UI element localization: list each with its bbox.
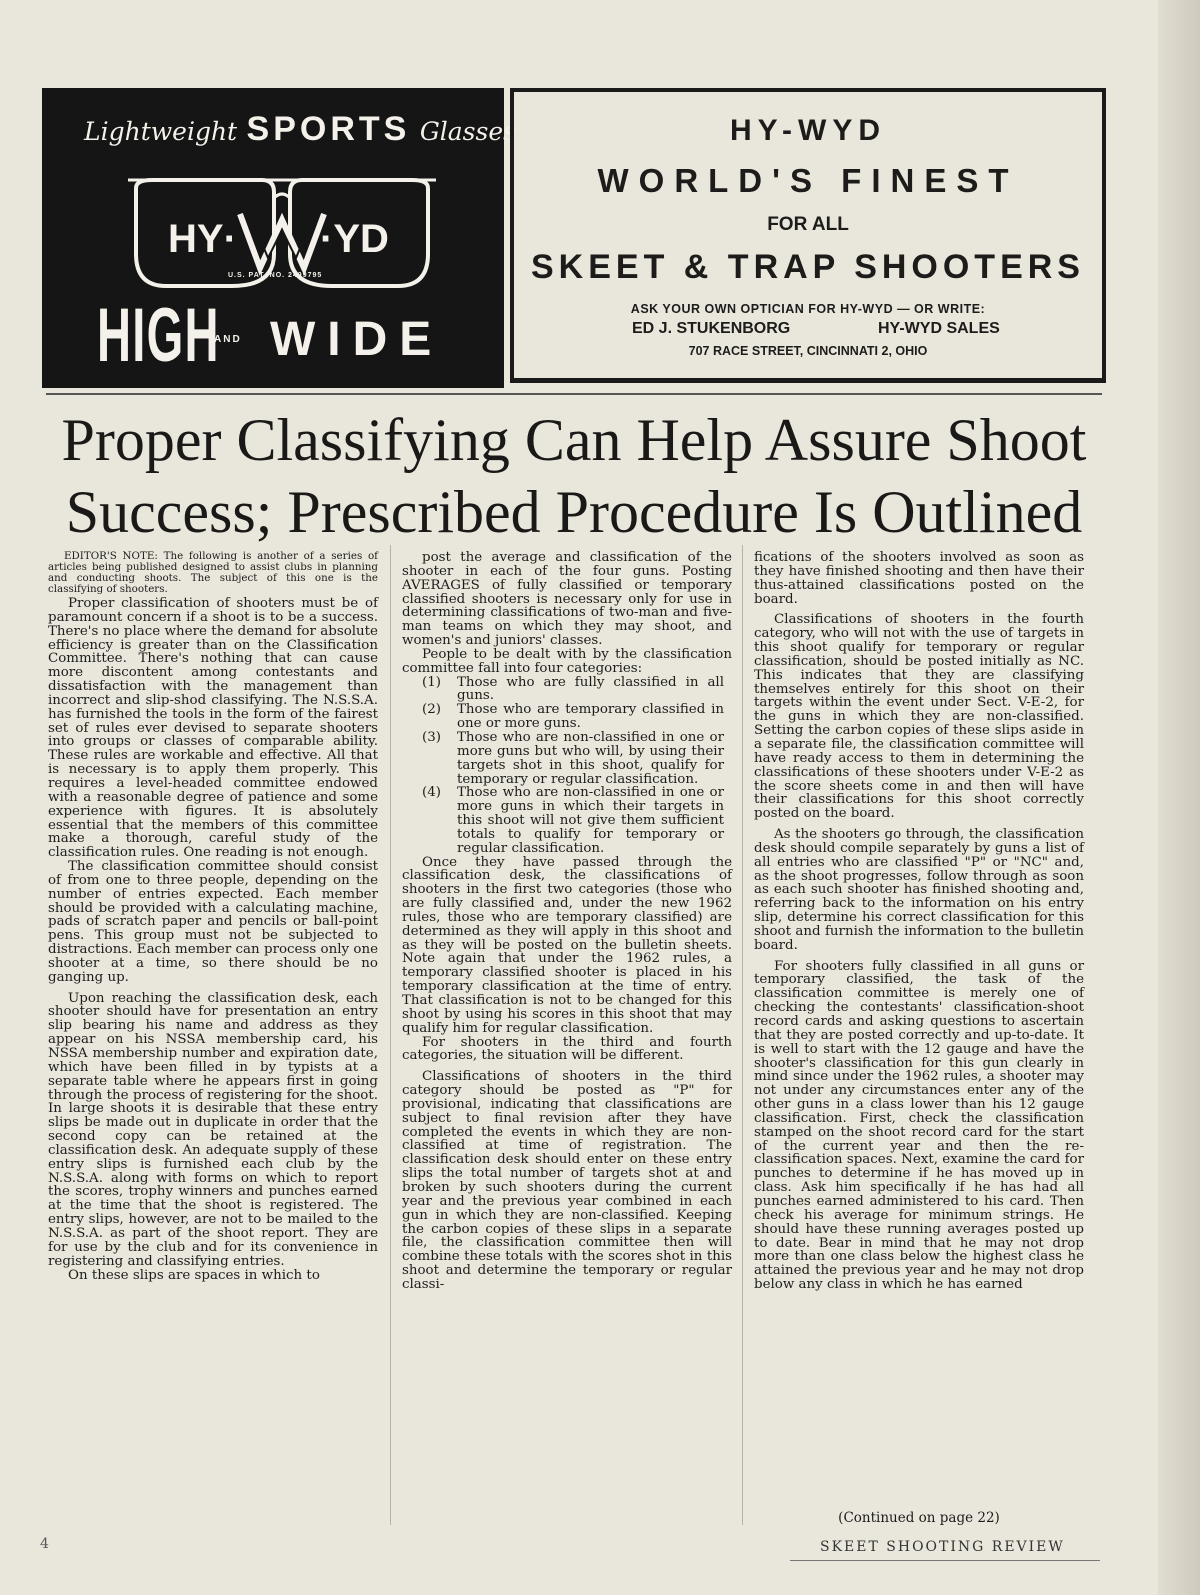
page-edge <box>1158 0 1200 1595</box>
list-number: (2) <box>422 702 441 718</box>
paragraph: Proper classification of shooters must be of paramount concern if a shoot is to be a success. There's no place where the demand for absolute efficiency is greater than on the Classification Committee. There's nothing that can cause more discontent among contestants and dissatisfaction with the management than incorrect and slip-shod classifying. The N.S.S.A. has furnished the tools in the form of the fairest set of rules ever devised to separate shooters into groups or classes of comparable ability. These rules are workable and effective. All that is necessary is to apply them properly. This requires a level-headed committee endowed with a reasonable degree of patience and some experience with figures. It is absolutely essential that the members of this committee make a thorough, careful study of the classification rules. One reading is not enough. <box>48 596 378 861</box>
paragraph: Classifications of shooters in the third category should be posted as "P" for provisional, indicating that classifications are subject to final revision after they have completed the events in which they are non-classified at time of registration. The classification desk should enter on these entry slips the total number of targets shot at and broken by such shooters during the current year and the previous year combined in each gun in which they are non-classified. Keeping the carbon copies of these slips in a separate file, the classification committee then will combine these totals with the scores shot in this shoot and determine the temporary or regular classi- <box>402 1069 732 1292</box>
column-divider <box>390 545 391 1525</box>
list-item <box>402 703 732 731</box>
ad-tagline-bold: SPORTS <box>246 110 411 148</box>
list-number: (1) <box>422 674 441 690</box>
category-list <box>402 676 732 856</box>
list-text: Those who are fully classified in all guns. <box>457 674 724 704</box>
list-item <box>402 676 732 704</box>
ad-tagline-script: Lightweight <box>84 117 238 146</box>
ad-address: 707 RACE STREET, CINCINNATI 2, OHIO <box>688 344 928 358</box>
ad-image-panel <box>42 88 516 388</box>
headline-line-2: Success; Prescribed Procedure Is Outlined <box>65 479 1083 545</box>
editor-note: EDITOR'S NOTE: The following is another of a series of articles being published designed to assist clubs in planning and conducting shoots. The subject of this one is the classifying of shooters. <box>48 550 378 595</box>
list-number: (4) <box>422 785 441 801</box>
advertisement <box>40 88 1102 388</box>
article-column-1 <box>48 551 378 1282</box>
continued-note: (Continued on page 22) <box>838 1510 1000 1526</box>
paragraph: On these slips are spaces in which to <box>68 1267 320 1283</box>
column-divider <box>742 545 743 1525</box>
list-text: Those who are non-classified in one or more guns but who will, by using their targets shot in this shoot, qualify for temporary or regular classification. <box>457 729 724 787</box>
page-number: 4 <box>40 1536 49 1552</box>
ad-high: HIGH <box>97 293 220 378</box>
ad-ask: ASK YOUR OWN OPTICIAN FOR HY-WYD — OR WRITE: <box>630 302 986 316</box>
paragraph: For shooters in the third and fourth categories, the situation will be different. <box>402 1034 732 1064</box>
list-text: Those who are temporary classified in one or more guns. <box>457 702 724 732</box>
ad-tagline-script-2: Glasses <box>419 117 516 146</box>
article-column-2 <box>402 551 732 1292</box>
ad-patent: U.S. PAT. NO. 2499795 <box>228 272 323 279</box>
paragraph: fications of the shooters involved as soon as they have finished shooting and then have their thus-attained classifications posted on the board. <box>754 550 1084 607</box>
paragraph: The classification committee should consist of from one to three people, depending on the number of entries expected. Each member should be provided with a calculating machine, pads of scratch paper and pencils or ball-point pens. This group must not be subjected to distractions. Each member can process only one shooter at a time, so there should be no ganging up. <box>48 859 378 985</box>
ad-finest: WORLD'S FINEST <box>597 162 1019 199</box>
list-text: Those who are non-classified in one or more guns in which their targets in this shoot will not give them sufficient totals to qualify for temporary or regular classification. <box>457 785 724 856</box>
ad-shooters: SKEET & TRAP SHOOTERS <box>531 248 1085 286</box>
paragraph: As the shooters go through, the classification desk should compile separately by guns a list of all entries who are classified "P" or "NC" and, as the shoot progresses, follow through as soon as each such shooter has finished shooting and, referring back to the information on his entry slip, determine his correct classification for this shoot and furnish the information to the bulletin board. <box>754 827 1084 953</box>
paragraph: post the average and classification of the shooter in each of the four guns. Posting AVERAGES of fully classified or temporary classified shooters is necessary only for use in determining classifications of two-man and five-man teams on which they may shoot, and women's and juniors' classes. <box>402 550 732 649</box>
paragraph: Upon reaching the classification desk, each shooter should have for presentation an entry slip bearing his name and address as they appear on his NSSA membership card, his NSSA membership number and expiration date, which have been filled in by typists at a separate table where he appears first in going through the process of registering for the shoot. In large shoots it is desirable that these entry slips be made out in duplicate in order that the second copy can be retained at the classification desk. An adequate supply of these entry slips is furnished each club by the N.S.S.A. along with forms on which to report the scores, trophy winners and punches earned at the time that the shoot is registered. The entry slips, however, are not to be mailed to the N.S.S.A. as part of the shoot report. They are for use by the club and for its convenience in registering and classifying entries. <box>48 990 378 1269</box>
ad-and: AND <box>214 334 242 345</box>
ad-for-all: FOR ALL <box>767 214 849 235</box>
ad-contact: ED J. STUKENBORG <box>632 320 791 337</box>
paragraph: Classifications of shooters in the fourth category, who will not with the use of targets in this shoot qualify for temporary or regular classification, should be posted initially as NC. This indicates that they are classifying themselves entirely for this shoot on their targets within the event under Sect. V-E-2, for the guns in which they are non-classified. Setting the carbon copies of these slips aside in a separate file, the classification committee will have ready access to them in determining the classifications of these shooters under V-E-2 as the score sheets come in and then will have their classifications for this shoot correctly posted on the board. <box>754 612 1084 822</box>
ad-brand: HY-WYD <box>730 114 886 147</box>
article-column-3 <box>754 551 1084 1292</box>
list-item <box>402 786 732 855</box>
paragraph: People to be dealt with by the classification committee fall into four categories: <box>402 646 732 676</box>
paragraph: For shooters fully classified in all guns or temporary classified, the task of the classification committee is merely one of checking the contestants' classification-shoot record cards and asking questions to ascertain that they are posted correctly and up-to-date. It is well to start with the 12 gauge and have the shooter's classification for this gun clearly in mind since under the 1962 rules, a shooter may not under any circumstances enter any of the other guns in a class lower than his 12 gauge classification. First, check the classification stamped on the shoot record card for the start of the current year and then the re-classification spaces. Next, examine the card for punches to determine if he has moved up in class. Ask him specifically if he has had all punches earned administered to his card. Then check his average for minimum strings. He should have these running averages posted up to date. Bear in mind that he may not drop more than one class below the highest class he attained the previous year and he may not drop below any class in which he has earned <box>754 958 1084 1293</box>
ad-sales: HY-WYD SALES <box>878 320 1000 337</box>
running-footer: SKEET SHOOTING REVIEW <box>820 1539 1065 1555</box>
ad-tagline <box>84 110 516 149</box>
footer-rule <box>790 1560 1100 1561</box>
paragraph: Once they have passed through the classification desk, the classifications of shooters in the first two categories (those who are fully classified and, under the new 1962 rules, those who are temporary classified) are determined as they will apply in this shoot and as they will be posted on the bulletin sheets. Note again that under the 1962 rules, a temporary classified shooter is placed in his temporary classification at the time of entry. That classification is not to be changed for this shoot by using his scores in this shoot that may qualify him for regular classification. <box>402 854 732 1036</box>
ad-logo-left: HY· <box>168 217 237 261</box>
divider <box>46 393 1102 395</box>
ad-logo-right: ·YD <box>320 217 389 261</box>
ad-wide: WIDE <box>270 313 444 366</box>
list-number: (3) <box>422 729 441 745</box>
article-headline <box>46 404 1102 548</box>
list-item <box>402 731 732 786</box>
headline-line-1: Proper Classifying Can Help Assure Shoot <box>61 407 1087 473</box>
ad-text-panel <box>510 88 1106 383</box>
